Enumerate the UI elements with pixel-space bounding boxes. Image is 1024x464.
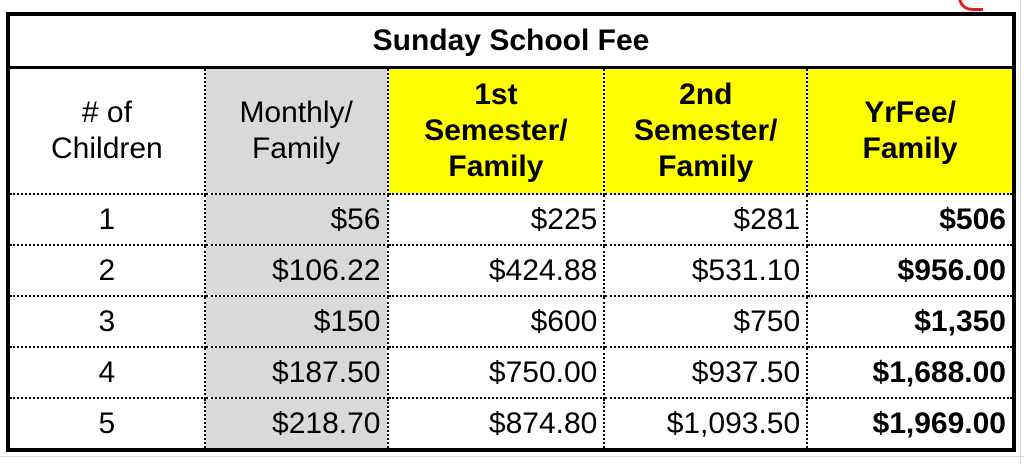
cell-monthly: $187.50 xyxy=(205,347,388,398)
title-row xyxy=(8,14,1014,68)
cell-semester-1: $424.88 xyxy=(388,245,605,296)
cell-semester-1: $600 xyxy=(388,296,605,347)
header-text: # of xyxy=(81,96,132,129)
red-annotation-mark xyxy=(958,0,983,11)
header-yearly-fee xyxy=(807,68,1014,195)
sheet-gridline xyxy=(1020,0,1021,464)
header-text: 2nd xyxy=(679,78,733,111)
cell-children: 4 xyxy=(8,347,205,398)
header-text: Family xyxy=(658,150,754,183)
table-row xyxy=(8,296,1014,347)
header-text: Family xyxy=(862,132,958,165)
cell-children: 2 xyxy=(8,245,205,296)
sheet-gridline xyxy=(0,456,1024,457)
header-text: Family xyxy=(448,150,544,183)
header-text: Children xyxy=(51,132,163,165)
cell-semester-2: $531.10 xyxy=(604,245,807,296)
table-row xyxy=(8,347,1014,398)
cell-yearly-fee: $956.00 xyxy=(807,245,1014,296)
cell-monthly: $218.70 xyxy=(205,398,388,450)
cell-semester-1: $225 xyxy=(388,194,605,245)
header-text: Monthly/ xyxy=(239,96,353,129)
header-children xyxy=(8,68,205,195)
cell-children: 3 xyxy=(8,296,205,347)
cell-monthly: $56 xyxy=(205,194,388,245)
header-text: Family xyxy=(251,132,341,165)
cell-yearly-fee: $1,969.00 xyxy=(872,406,1006,440)
table-title: Sunday School Fee xyxy=(8,14,1014,68)
cell-semester-1: $874.80 xyxy=(388,398,605,450)
cell-semester-2: $281 xyxy=(604,194,807,245)
cell-children: 5 xyxy=(8,398,205,450)
cell-children: 1 xyxy=(8,194,205,245)
header-text: Semester/ xyxy=(424,114,568,147)
header-semester-1 xyxy=(388,68,605,195)
cell-yearly-fee: $1,688.00 xyxy=(807,347,1014,398)
header-row xyxy=(8,68,1014,195)
header-text: YrFee/ xyxy=(864,96,956,129)
header-text: Semester/ xyxy=(634,114,778,147)
cell-semester-2: $937.50 xyxy=(604,347,807,398)
cell-monthly: $106.22 xyxy=(205,245,388,296)
table-row xyxy=(8,194,1014,245)
cell-semester-2: $1,093.50 xyxy=(604,398,807,450)
cell-semester-1: $750.00 xyxy=(388,347,605,398)
cell-monthly: $150 xyxy=(205,296,388,347)
header-monthly xyxy=(205,68,388,195)
table-row xyxy=(8,245,1014,296)
fee-table xyxy=(6,12,1016,452)
header-text: 1st xyxy=(474,78,518,111)
cell-yearly-fee: $506 xyxy=(807,194,1014,245)
cell-semester-2: $750 xyxy=(604,296,807,347)
table-row xyxy=(8,398,1014,450)
header-semester-2 xyxy=(604,68,807,195)
cell-yearly-fee: $1,350 xyxy=(807,296,1014,347)
